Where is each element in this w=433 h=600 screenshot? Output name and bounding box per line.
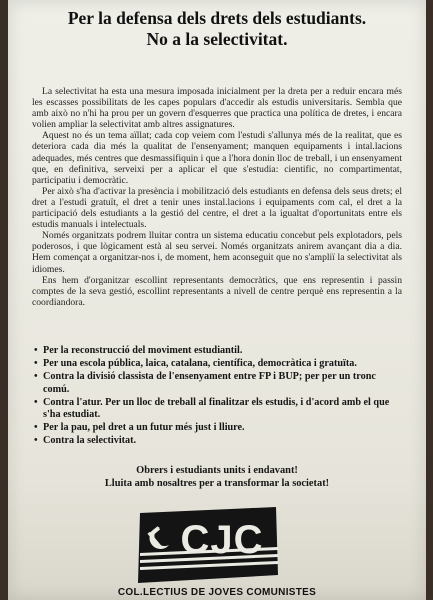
demand-item: • Contra l'atur. Per un lloc de treball al finalitzar els estudis, i d'acord amb el que s'ha estudiat.	[34, 397, 402, 421]
paragraph: Només organitzats podrem lluitar contra un sistema educatiu concebut pels explotadors, pels poderosos, i que lògicament està al seu servei. Només organitzats anirem avançant dia a dia. Hem començat a organitzar-nos i, de moment, hem aconseguit que no s'ampliï la selectivitat als idiomes.	[32, 230, 402, 275]
body-text	[32, 86, 402, 308]
demand-item: • Per una escola pública, laica, catalana, científica, democràtica i gratuïta.	[34, 358, 402, 370]
organization-name: COL.LECTIUS DE JOVES COMUNISTES	[117, 587, 317, 598]
title-line-2: No a la selectivitat.	[146, 29, 288, 49]
demands-list	[34, 345, 402, 449]
paragraph: Ens hem d'organitzar escollint representants democràtics, que ens representin i passin comptes de la seva gestió, escollint representants a nivell de centre perquè ens representin a la coordiandora.	[32, 274, 402, 308]
leaflet	[8, 0, 426, 600]
demand-item: • Per la reconstrucció del moviment estudiantil.	[34, 345, 402, 357]
paragraph: La selectivitat ha esta una mesura imposada inicialment per la dreta per a reduir encara més les escasses possibilitats de les capes populars d'accedir als estudis universitaris. Sembla que amb això no n'hi ha prou per un govern d'esquerres que practica una política de dretes, i encara volien ampliar la selectivitat amb altres assignatures.	[32, 86, 402, 131]
title-line-1: Per la defensa dels drets dels estudiants.	[67, 8, 367, 28]
paragraph: Aquest no és un tema aïllat; cada cop veiem com l'estudi s'allunya més de la realitat, que es deteriora cada dia més la qualitat de l'ensenyament; manquen equipaments i intal.lacions adequades, més centres que desmassifiquin i que a l'hora donin lloc de treball, i un ensenyament que, en definitiva, serveixi per a aplicar el que s'estudia: cientific, no compartimentat, participatiu i democràtic.	[32, 130, 402, 186]
demand-item: • Contra la selectivitat.	[34, 435, 402, 447]
leaflet-title	[8, 8, 426, 50]
paragraph: Per això s'ha d'activar la presència i mobilització dels estudiants en defensa dels seus drets; el dret a l'estudi gratuït, el dret a tenir unes instal.lacions i equipaments com cal, el dret a la participació dels estudiants a la gestió del centre, el dret a la igualtat d'oportunitats entre els estudis manuals i intelectuals.	[32, 185, 402, 231]
closing-line-1: Obrers i estudiants units i endavant!	[136, 465, 298, 476]
demand-item: • Contra la divisió classista de l'ensenyament entre FP i BUP; per per un tronc comú.	[34, 371, 402, 395]
closing-line-2: Lluita amb nosaltres per a transformar la societat!	[104, 477, 330, 489]
demand-item: • Per la pau, pel dret a un futur més just i lliure.	[34, 422, 402, 434]
logo-text: CJC	[180, 518, 264, 562]
cjc-logo	[126, 505, 291, 587]
closing-slogans	[8, 465, 426, 490]
